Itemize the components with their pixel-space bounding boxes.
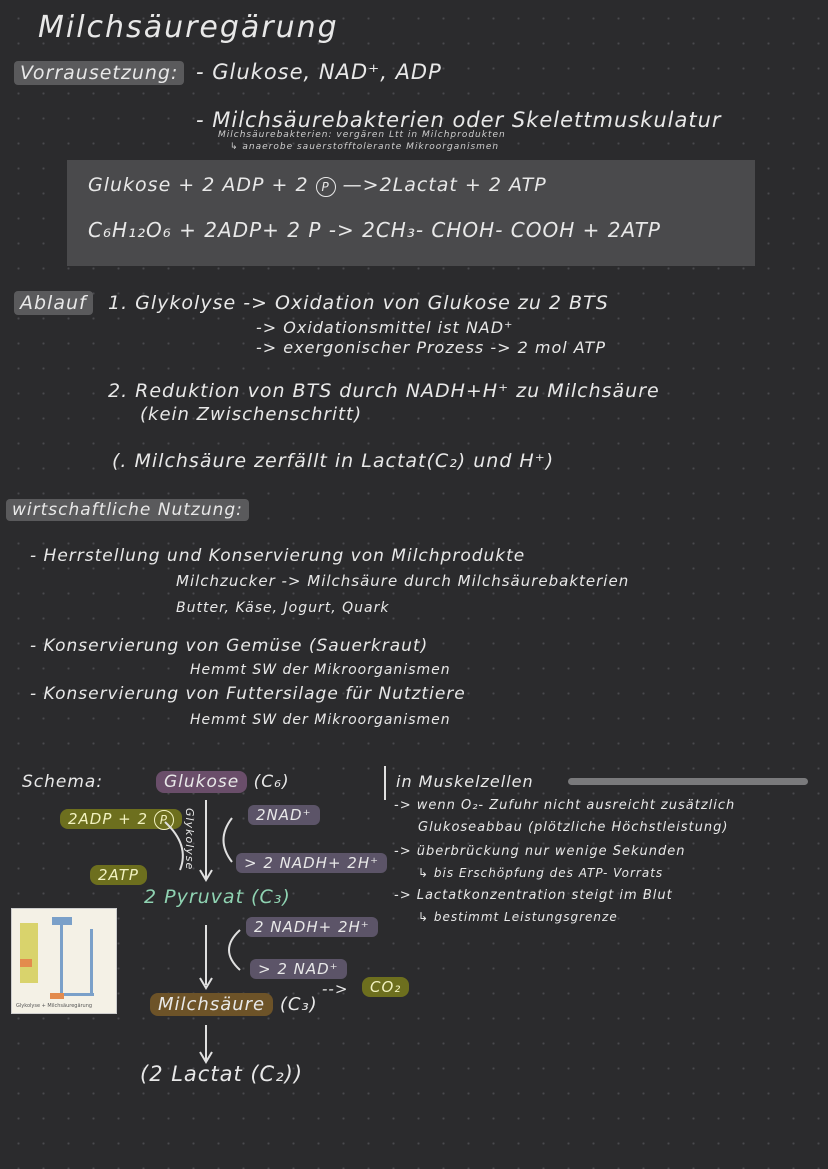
nutzung-item1: - Herrstellung und Konservierung von Milchprodukte	[30, 546, 526, 566]
schema-glukose-text: Glukose	[156, 771, 247, 793]
ablauf-step1: 1. Glykolyse -> Oxidation von Glukose zu 2 BTS	[108, 292, 609, 314]
schema-pyruvat: 2 Pyruvat (C₃)	[144, 886, 291, 908]
thumb-mark	[20, 959, 32, 967]
schema-co2-text: CO₂	[362, 977, 409, 997]
phosphate-circle: P	[316, 177, 336, 197]
schema-milchsaeure-c: (C₃)	[279, 994, 318, 1015]
schema-label: Schema:	[22, 772, 104, 792]
thumb-line3	[64, 993, 94, 996]
schema-nad-text: 2NAD⁺	[248, 805, 320, 825]
ablauf-step1-c: -> exergonischer Prozess -> 2 mol ATP	[256, 338, 606, 357]
ablauf-step2-b: (kein Zwischenschritt)	[140, 404, 363, 425]
thumb-box	[52, 917, 72, 925]
page-title: Milchsäuregärung	[38, 10, 339, 45]
nutzung-item1-c: Butter, Käse, Jogurt, Quark	[176, 600, 390, 616]
voraussetzung-label-text: Vorrausetzung:	[14, 61, 184, 85]
voraussetzung-note2: ↳ anaerobe sauerstofftolerante Mikroorganismen	[230, 142, 500, 152]
arrow-nadh-nad	[229, 930, 240, 970]
nutzung-item3: - Konservierung von Futtersilage für Nutztiere	[30, 684, 466, 704]
glykolyse-thumbnail	[11, 908, 117, 1014]
thumb-band	[20, 923, 38, 983]
ablauf-step3: (. Milchsäure zerfällt in Lactat(C₂) und H⁺)	[112, 450, 555, 472]
voraussetzung-note1: Milchsäurebakterien: vergären Ltt in Milchprodukten	[218, 130, 506, 140]
nutzung-item3-b: Hemmt SW der Mikroorganismen	[190, 712, 451, 728]
muskel-divider	[384, 766, 386, 800]
muskel-heading-bar	[568, 778, 808, 785]
schema-glykolyse: Glykolyse	[183, 808, 196, 871]
muskel-l1-b: Glukoseabbau (plötzliche Höchstleistung)	[418, 820, 729, 835]
muskel-l3: -> Lactatkonzentration steigt im Blut	[394, 888, 673, 903]
schema-lactat: (2 Lactat (C₂))	[140, 1062, 304, 1086]
muskel-l2-b: ↳ bis Erschöpfung des ATP- Vorrats	[418, 866, 664, 880]
schema-glukose-c: (C₆)	[253, 772, 290, 792]
arrow-nad-nadh	[224, 818, 233, 862]
muskel-l2: -> überbrückung nur wenige Sekunden	[394, 844, 686, 859]
equation-2: C₆H₁₂O₆ + 2ADP+ 2 P -> 2CH₃- CHOH- COOH + 2ATP	[88, 218, 661, 242]
schema-adp-label: 2ADP + 2	[68, 810, 149, 828]
schema-milchsaeure-text: Milchsäure	[150, 993, 273, 1016]
ablauf-label-text: Ablauf	[14, 291, 93, 315]
schema-adp-circle: P	[154, 810, 174, 830]
thumb-line	[60, 925, 63, 995]
thumb-mark2	[50, 993, 64, 999]
equation-1-left: Glukose + 2 ADP + 2	[88, 174, 309, 196]
thumb-caption: Glykolyse + Milchsäuregärung	[16, 1003, 93, 1009]
muskel-heading: in Muskelzellen	[396, 772, 534, 791]
arrow-adp-atp	[165, 822, 183, 870]
schema-co2-arrow: -->	[322, 980, 349, 998]
muskel-l3-b: ↳ bestimmt Leistungsgrenze	[418, 910, 618, 924]
ablauf-step2: 2. Reduktion von BTS durch NADH+H⁺ zu Milchsäure	[108, 380, 660, 402]
schema-nadh2-text: 2 NADH+ 2H⁺	[246, 917, 378, 937]
nutzung-label-text: wirtschaftliche Nutzung:	[6, 499, 249, 521]
equation-1-right: —>2Lactat + 2 ATP	[342, 174, 547, 196]
schema-atp-text: 2ATP	[90, 865, 147, 885]
muskel-l1: -> wenn O₂- Zufuhr nicht ausreicht zusätzlich	[394, 798, 736, 813]
schema-nadh-text: > 2 NADH+ 2H⁺	[236, 853, 387, 873]
nutzung-item1-b: Milchzucker -> Milchsäure durch Milchsäurebakterien	[176, 572, 630, 590]
voraussetzung-line2: - Milchsäurebakterien oder Skelettmuskulatur	[196, 108, 722, 132]
voraussetzung-line1: - Glukose, NAD⁺, ADP	[196, 60, 442, 84]
thumb-line2	[90, 929, 93, 993]
ablauf-step1-b: -> Oxidationsmittel ist NAD⁺	[256, 318, 514, 337]
nutzung-item2: - Konservierung von Gemüse (Sauerkraut)	[30, 636, 429, 656]
schema-nad2-text: > 2 NAD⁺	[250, 959, 347, 979]
nutzung-item2-b: Hemmt SW der Mikroorganismen	[190, 662, 451, 678]
